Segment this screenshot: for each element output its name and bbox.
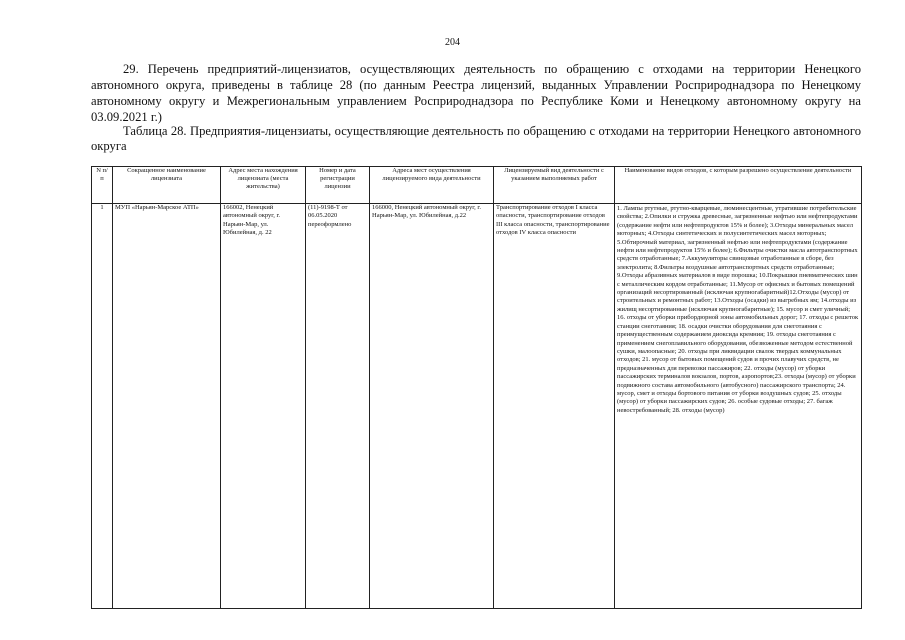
header-waste-types: Наименование видов отходов, с которым разрешено осуществление деятельности xyxy=(615,167,862,204)
waste-types-text: 1. Лампы ртутные, ртутно-кварцевые, люминесцентные, утратившие потребительские свойства; 2.Опилки и стружка древесные, загрязненные нефтью или нефтепродуктами (содержание нефти или нефтепродуктов 15% и более); 3.Отходы минеральных масел моторных; 4.Отходы синтетических и полусинтетических масел моторных; 5.Обтирочный материал, загрязненный нефтью или нефтепродуктами (содержание нефти или нефтепродуктов 15% и более); 6.Фильтры очистки масла автотранспортных средств отработанные; 7.Аккумуляторы свинцовые отработанные в сборе, без электролита; 8.Фильтры воздушные автотранспортных средств отработанные; 9.Отходы абразивных материалов в виде порошка; 10.Покрышки пневматических шин с металлическим кордом отработанные; 11.Мусор от офисных и бытовых помещений организаций несортированный (исключая крупногабаритный)12.Отходы (мусор) от строительных и ремонтных работ; 13.Отходы (осадки) из выгребных ям; 14.отходы из жилищ несортированные (исключая крупногабаритные); 15. мусор и смет уличный; 16. отходы от уборки прибордюрной зоны автомобильных дорог; 17. отходы с решеток станции снеготаяния; 18. осадки очистки оборудования для снеготаяния с преимущественным содержанием диоксида кремния; 19. отходы снеготаяния с применением снегоплавильного оборудования, обезвоженные методом естественной сушки, малоопасные; 20. отходы при ликвидации свалок твердых коммунальных отходов; 21. мусор от бытовых помещений судов и прочих плавучих средств, не предназначенных для перевозки пассажиров; 22. отходы (мусор) от уборки пассажирских терминалов вокзалов, портов, аэропортов;23. отходы (мусор) от уборки подвижного состава автомобильного (автобусного) пассажирского транспорта; 24. мусор, смет и отходы бортового питания от уборки воздушных судов; 25. отходы (мусор) от уборки пассажирских судов; 26. особые судовые отходы; 27. багаж невостребованный; 28. отходы (мусор) xyxy=(617,205,859,414)
header-activity: Лицензируемый вид деятельности с указанием выполняемых работ xyxy=(494,167,615,204)
header-license: Номер и дата регистрации лицензии xyxy=(306,167,370,204)
table-header-row xyxy=(92,167,862,204)
licensees-table xyxy=(91,166,862,609)
table-caption: Таблица 28. Предприятия-лицензиаты, осуществляющие деятельность по обращению с отходами на территории Ненецкого автономного округа xyxy=(91,124,861,153)
header-address: Адрес места нахождения лицензиата (места жительства) xyxy=(221,167,306,204)
table-row xyxy=(92,204,862,609)
cell-num: 1 xyxy=(92,204,113,609)
cell-address: 166002, Ненецкий автономный округ, г. Нарьян-Мар, ул. Юбилейная, д. 22 xyxy=(221,204,306,609)
header-num: N п/ п xyxy=(92,167,113,204)
section-heading: 29. Перечень предприятий-лицензиатов, осуществляющих деятельность по обращению с отходами на территории Ненецкого автономного округа, приведены в таблице 28 (по данным Реестра лицензий, выданных Управлении Росприроднадзора по Ненецкому автономному округу и Межрегиональным управлением Росприроднадзора по Республике Коми и Ненецкому автономному округу на 03.09.2021 г.) xyxy=(91,62,861,124)
header-name: Сокращенное наименование лицензиата xyxy=(113,167,221,204)
cell-activity-address: 166000, Ненецкий автономный округ, г. Нарьян-Мар, ул. Юбилейная, д.22 xyxy=(370,204,494,609)
header-activity-address: Адреса мест осуществления лицензируемого вида деятельности xyxy=(370,167,494,204)
cell-name: МУП «Нарьян-Марское АТП» xyxy=(113,204,221,609)
page-number: 204 xyxy=(445,37,460,48)
cell-license: (11)-9198-Т от 06.05.2020 переоформлено xyxy=(306,204,370,609)
cell-waste-types xyxy=(615,204,862,609)
cell-activity: Транспортирование отходов I класса опасности, транспортирование отходов III класса опасности, транспортирование отходов IV класса опасности xyxy=(494,204,615,609)
